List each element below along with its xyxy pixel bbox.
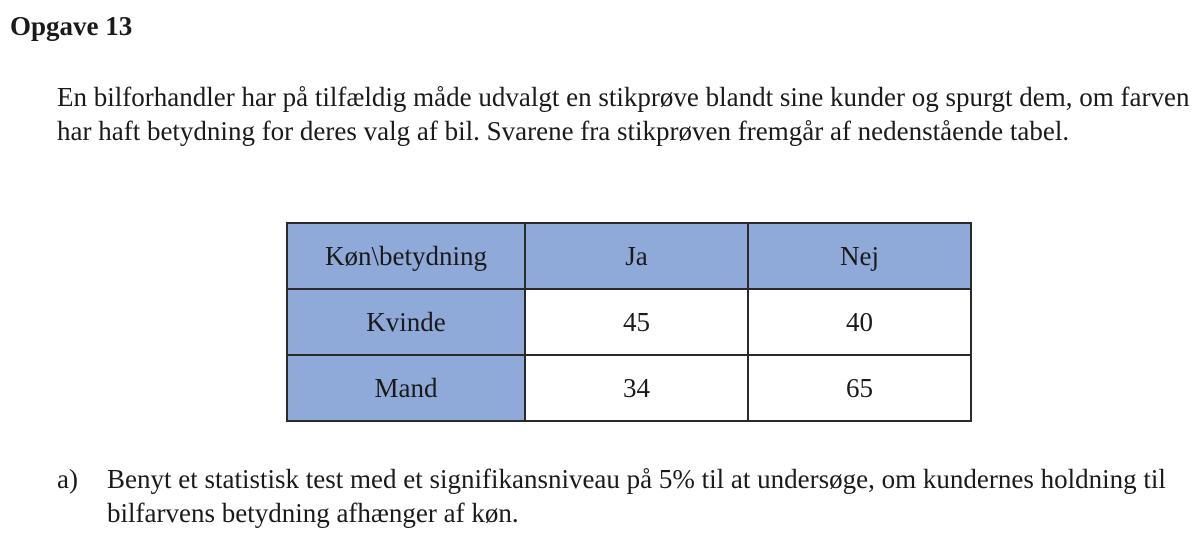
row-header-mand: Mand bbox=[287, 355, 525, 421]
table-header-row bbox=[287, 223, 971, 289]
contingency-table-wrapper bbox=[286, 222, 972, 422]
exercise-title: Opgave 13 bbox=[10, 11, 133, 41]
table-row bbox=[287, 355, 971, 421]
intro-paragraph: En bilforhandler har på tilfældig måde udvalgt en stikprøve blandt sine kunder og spurgt dem, om farven har haft betydning for deres valg af bil. Svarene fra stikprøven fremgår af nedenstående tabel. bbox=[57, 82, 1190, 146]
cell-kvinde-nej: 40 bbox=[748, 289, 971, 355]
cell-kvinde-ja: 45 bbox=[525, 289, 748, 355]
table-corner-cell: Køn\betydning bbox=[287, 223, 525, 289]
table-row bbox=[287, 289, 971, 355]
cell-mand-ja: 34 bbox=[525, 355, 748, 421]
question-a bbox=[57, 462, 1197, 530]
contingency-table bbox=[286, 222, 972, 422]
cell-mand-nej: 65 bbox=[748, 355, 971, 421]
question-text: Benyt et statistisk test med et signifikansniveau på 5% til at undersøge, om kundernes holdning til bilfarvens betydning afhænger af køn. bbox=[107, 464, 1166, 528]
column-header-ja: Ja bbox=[525, 223, 748, 289]
question-marker: a) bbox=[57, 464, 78, 494]
column-header-nej: Nej bbox=[748, 223, 971, 289]
row-header-kvinde: Kvinde bbox=[287, 289, 525, 355]
